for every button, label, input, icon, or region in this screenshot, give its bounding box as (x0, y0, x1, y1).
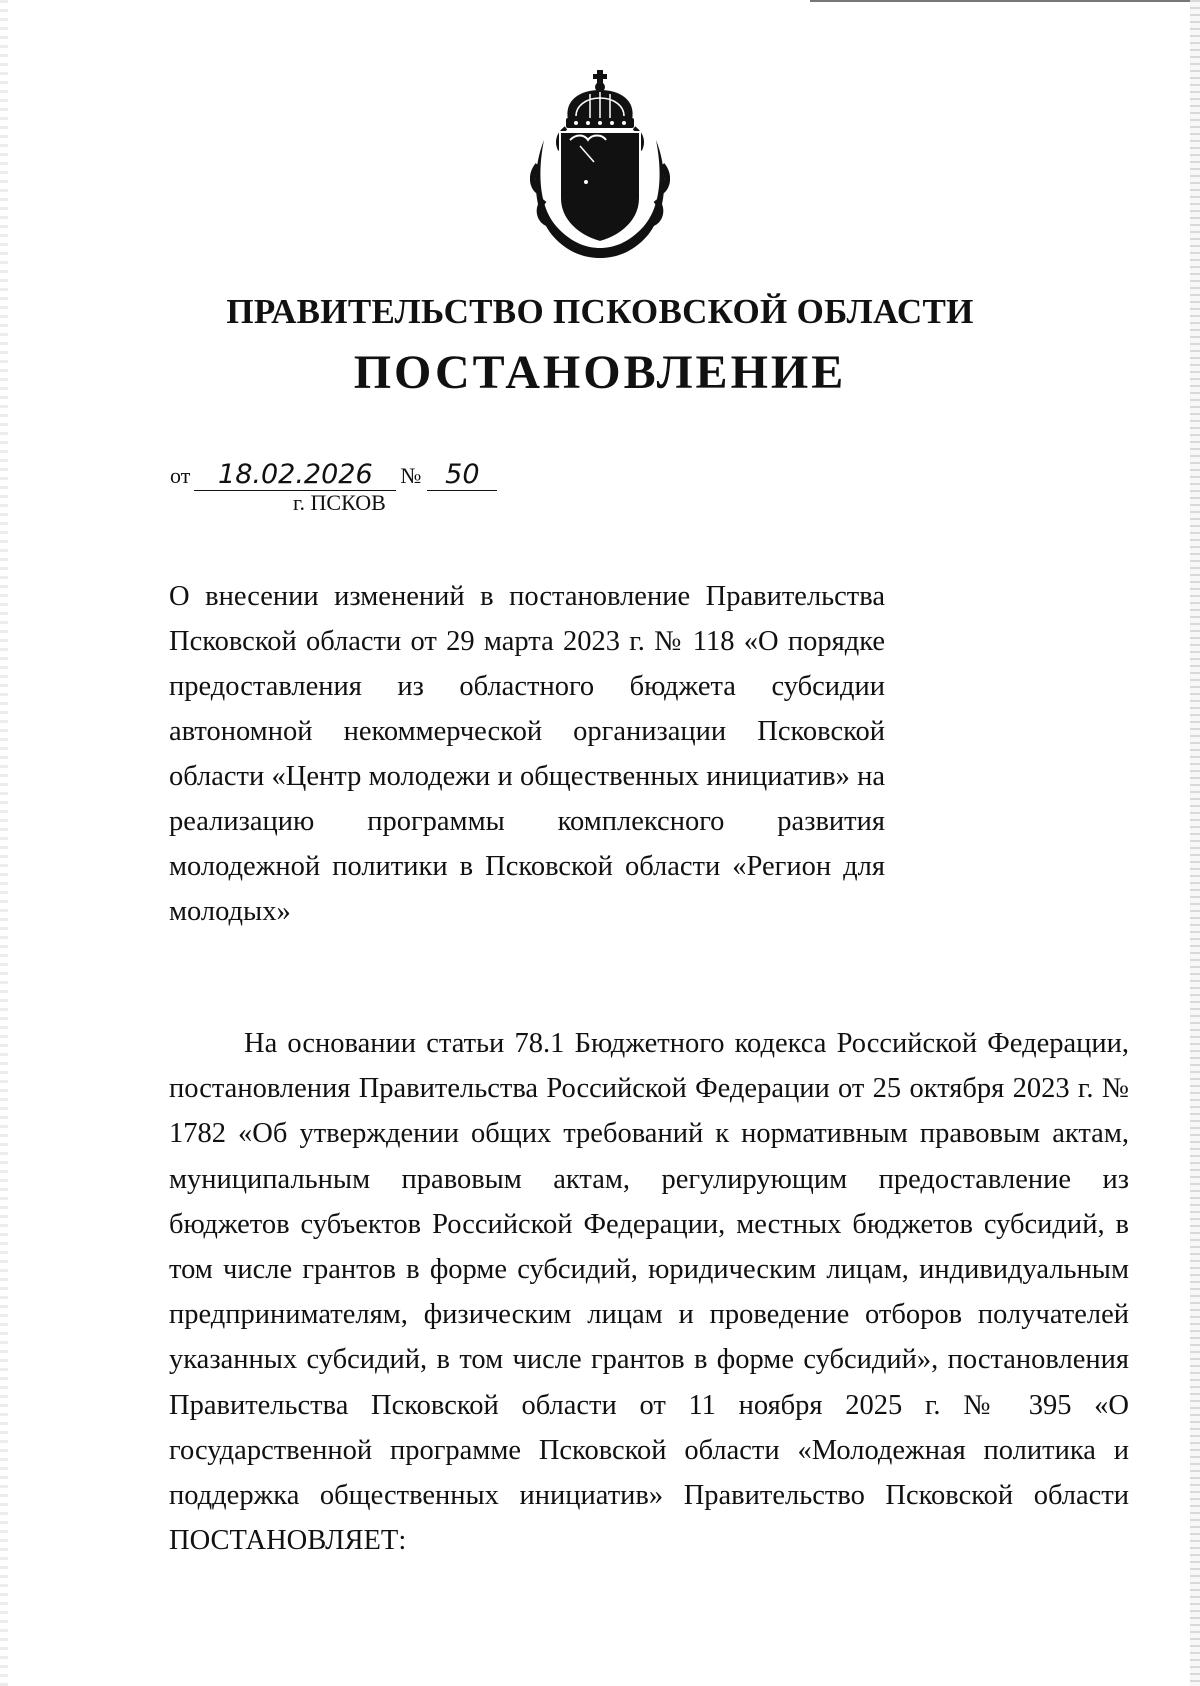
scan-edge-right (1190, 0, 1200, 1686)
document-subject: О внесении изменений в постановление Правительства Псковской области от 29 марта 2023 г. № 118 «О порядке предоставления из областного бюджета субсидии автономной некоммерческой организации Псковской области «Центр молодежи и общественных инициатив» на реализацию программы комплексного развития молодежной политики в Псковской области «Регион для молодых» (169, 581, 885, 927)
date-prefix: от (170, 463, 191, 488)
scan-edge-left (0, 0, 8, 1686)
top-rule (810, 0, 1190, 2)
document-city: г. ПСКОВ (293, 490, 386, 515)
number-sign: № (400, 463, 422, 488)
document-preamble: На основании статьи 78.1 Бюджетного кодекса Российской Федерации, постановления Правительства Российской Федерации от 25 октября 2023 г. № 1782 «Об утверждении общих требований к нормативным правовым актам, муниципальным правовым актам, регулирующим предоставление из бюджетов субъектов Российской Федерации, местных бюджетов субсидий, в том числе грантов в форме субсидий, юридическим лицам, индивидуальным предпринимателям, физическим лицам и проведение отборов получателей указанных субсидий, в том числе грантов в форме субсидий», постановления Правительства Псковской области от 11 ноября 2025 г. № 395 «О государственной программе Псковской области «Молодежная политика и поддержка общественных инициатив» Правительство Псковской области ПОСТАНОВЛЯЕТ: (169, 1028, 1129, 1557)
organization-name: ПРАВИТЕЛЬСТВО ПСКОВСКОЙ ОБЛАСТИ (226, 292, 974, 331)
document-date: 18.02.2026 (194, 460, 396, 491)
coat-of-arms-icon (530, 70, 670, 260)
document-title: ПОСТАНОВЛЕНИЕ (353, 346, 847, 399)
date-number-line (170, 460, 497, 491)
document-number: 50 (427, 460, 497, 491)
